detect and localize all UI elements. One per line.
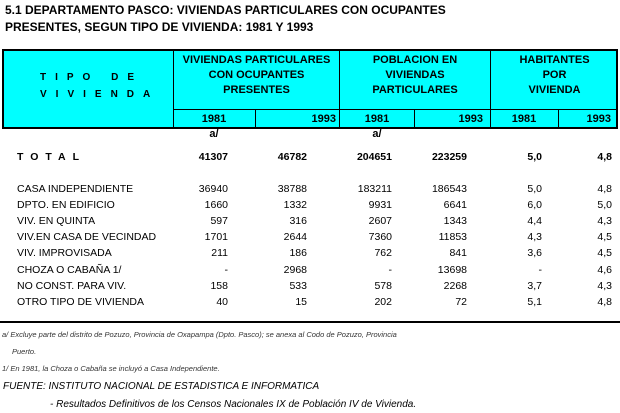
cell: 5,0 [597, 199, 612, 212]
year: 1981 [511, 113, 537, 125]
year: 1981 [364, 113, 390, 125]
table-row [0, 294, 620, 310]
cell: 2607 [368, 215, 392, 228]
cell: 4,8 [597, 183, 612, 195]
group-3: HABITANTES [519, 54, 590, 66]
cell: 5,0 [527, 151, 542, 163]
table-title-line2: PRESENTES, SEGUN TIPO DE VIVIENDA: 1981 Y 1993 [5, 20, 314, 34]
cell: 5,1 [527, 295, 542, 308]
year: 1993 [586, 113, 611, 125]
cell: 46782 [277, 151, 307, 163]
cell: 204651 [356, 151, 392, 163]
note-a-marker: a/ [209, 128, 219, 140]
cell: 1332 [283, 199, 307, 212]
cell: 2268 [443, 279, 467, 292]
cell: 6,0 [527, 199, 542, 212]
group-1-l2: CON OCUPANTES [208, 69, 305, 81]
table-row [0, 229, 620, 245]
cell: 6641 [443, 199, 467, 212]
cell: - [388, 263, 392, 276]
cell: 72 [455, 295, 467, 308]
source-detail: - Resultados Definitivos de los Censos Nacionales IX de Población IV de Vivienda. [50, 399, 417, 410]
year: 1981 [201, 113, 227, 125]
cell: 4,3 [597, 215, 612, 228]
cell: 40 [216, 295, 228, 308]
cell: 4,8 [597, 295, 612, 308]
group-1: VIVIENDAS PARTICULARES [182, 54, 331, 66]
cell: 4,3 [527, 231, 542, 244]
cell: 4,5 [597, 231, 612, 244]
table-row [0, 181, 620, 197]
row-label: CHOZA O CABAÑA 1/ [17, 263, 122, 276]
cell: 9931 [368, 199, 392, 212]
cell: 2644 [283, 231, 307, 244]
cell: 15 [295, 295, 307, 308]
cell: 841 [449, 247, 467, 260]
header-vivienda: VIVIENDA [40, 89, 160, 100]
table-row [0, 245, 620, 261]
cell: 5,0 [527, 183, 542, 195]
table-row-total [0, 149, 620, 165]
cell: 4,5 [597, 247, 612, 260]
cell: 4,6 [597, 263, 612, 276]
footnote-a: a/ Excluye parte del distrito de Pozuzo, Provincia de Oxapampa (Dpto. Pasco); se anexa al Codo de Pozuzo, Provincia [2, 330, 397, 339]
group-2-l2: VIVIENDAS [385, 69, 445, 81]
cell: 41307 [198, 151, 228, 163]
table-title-line1: 5.1 DEPARTAMENTO PASCO: VIVIENDAS PARTICULARES CON OCUPANTES [5, 3, 446, 17]
cell: 1343 [443, 215, 467, 228]
cell: 4,8 [597, 151, 612, 163]
cell: - [224, 263, 228, 276]
row-label: CASA INDEPENDIENTE [17, 183, 134, 195]
row-label: NO CONST. PARA VIV. [17, 279, 127, 292]
table-row [0, 262, 620, 278]
row-label: OTRO TIPO DE VIVIENDA [17, 295, 144, 308]
cell: 597 [210, 215, 228, 228]
cell: 183211 [357, 183, 392, 195]
cell: 4,3 [597, 279, 612, 292]
cell: 2968 [283, 263, 307, 276]
row-label: VIV. IMPROVISADA [17, 247, 112, 260]
group-1-l3: PRESENTES [223, 84, 290, 96]
cell: 36940 [198, 183, 228, 195]
row-label: DPTO. EN EDIFICIO [17, 199, 115, 212]
table-row [0, 213, 620, 229]
cell: 202 [374, 295, 392, 308]
cell: 186 [289, 247, 307, 260]
source: FUENTE: INSTITUTO NACIONAL DE ESTADISTICA E INFORMATICA [3, 381, 320, 392]
cell: 11853 [438, 231, 467, 244]
table-row [0, 278, 620, 294]
row-label: TOTAL [17, 151, 87, 163]
row-label: VIV.EN CASA DE VECINDAD [17, 231, 157, 244]
cell: 13698 [437, 263, 467, 276]
cell: 38788 [277, 183, 307, 195]
cell: 3,7 [527, 279, 542, 292]
cell: 1701 [204, 231, 228, 244]
cell: 578 [374, 279, 392, 292]
row-label: VIV. EN QUINTA [17, 215, 96, 228]
cell: 223259 [431, 151, 467, 163]
group-2-l3: PARTICULARES [372, 84, 458, 96]
cell: 158 [210, 279, 228, 292]
table-row [0, 197, 620, 213]
group-3-l2: POR [542, 69, 567, 81]
cell: 4,4 [527, 215, 542, 228]
cell: 211 [211, 247, 228, 260]
header-tipo: TIPO DE [40, 72, 144, 83]
cell: 533 [289, 279, 307, 292]
footnote-1: 1/ En 1981, la Choza o Cabaña se incluyó a Casa Independiente. [2, 364, 220, 373]
cell: 316 [289, 215, 307, 228]
cell: - [538, 263, 542, 276]
cell: 762 [374, 247, 392, 260]
group-3-l3: VIVIENDA [528, 84, 581, 96]
cell: 1660 [204, 199, 228, 212]
cell: 7360 [368, 231, 392, 244]
note-a-marker: a/ [372, 128, 382, 140]
cell: 3,6 [527, 247, 542, 260]
year: 1993 [458, 113, 483, 125]
group-2: POBLACION EN [372, 54, 458, 66]
year: 1993 [311, 113, 336, 125]
footnote-a-cont: Puerto. [12, 347, 37, 356]
cell: 186543 [431, 183, 467, 195]
